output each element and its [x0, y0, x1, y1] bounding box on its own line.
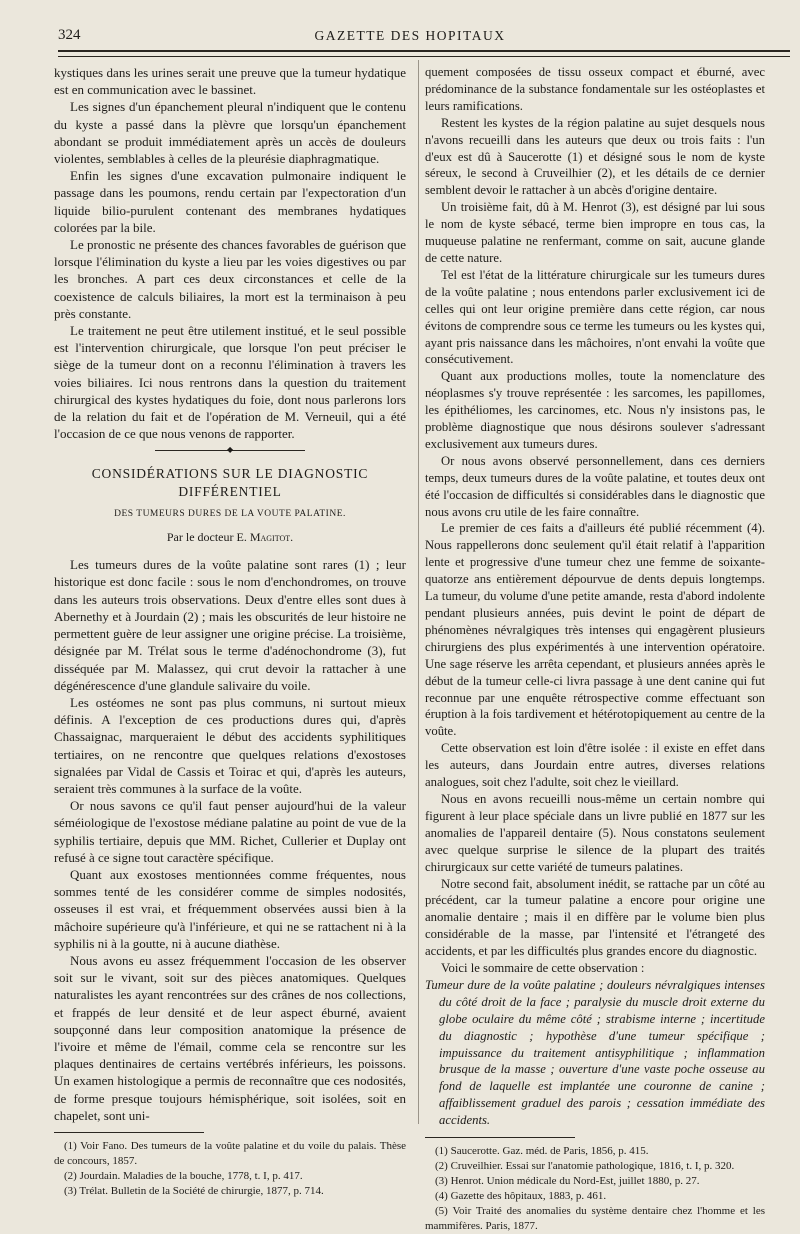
paragraph: Le traitement ne peut être utilement institué, et le seul possible est l'intervention chirurgicale, que lorsque l'on peut préciser le siège de la tumeur dont on a reconnu l'élimination à travers les voies biliaires. Ici nous rentrons dans la question du traitement chirurgical des kystes hydatiques du foie, dont nous parlerons lors de la relation du fait et de l'opération de M. Verneuil, qui a été l'occasion de ce que nous venons de rapporter.: [54, 323, 406, 442]
article-author: [54, 529, 406, 546]
paragraph: Les ostéomes ne sont pas plus communs, ni surtout mieux définis. A l'exception de ces productions dures qui, d'après Chassaignac, marqueraient le début des accidents syphilitiques tertiaires, on ne rencontre que quelques relations d'exostoses signalées par Vidal de Cassis et Toirac et qui, d'après les auteurs, seraient très communes à la surface de la voûte.: [54, 694, 406, 796]
footnote: (4) Gazette des hôpitaux, 1883, p. 461.: [435, 1190, 607, 1203]
paragraph: Le premier de ces faits a d'ailleurs été publié récemment (4). Nous rappellerons donc seulement qu'il était relatif à l'apparition lente et progressive d'une tumeur chez une femme de soixante-quatorze ans entièrement dépourvue de dents depuis longtemps. La tumeur, du volume d'une petite amande, resta d'abord indolente pendant plusieurs années, puis devint le point de départ de phénomènes névralgiques très intenses qui engagèrent plusieurs chirurgiens des plus expérimentés à une intervention opératoire. Une sage réserve les arrêta cependant, et plusieurs années après le début de la tumeur celle-ci livra passage à une dent canine qui fut reconnue par une enquête rétrospective comme effectuant son éruption à la fois tardivement et hétérotopiquement au centre de la voûte.: [425, 521, 765, 739]
footnote-rule: [54, 1132, 204, 1133]
author-prefix: Par le docteur E.: [166, 530, 250, 545]
footnote: (2) Jourdain. Maladies de la bouche, 1778, t. I, p. 417.: [64, 1169, 303, 1182]
header-rule: [58, 50, 790, 52]
left-column: [54, 64, 406, 1199]
header-rule-thin: [58, 56, 790, 57]
page-number: 324: [58, 27, 81, 43]
separator-glyph: ◆: [227, 445, 234, 455]
paragraph: Nous avons eu assez fréquemment l'occasion de les observer soit sur le vivant, soit sur des pièces anatomiques. Quelques naturalistes les ayant rencontrées sur des crânes de nos collections, et frappés de leur densité et de leur aspect éburné, avaient soupçonné dans leur composition anatomique la présence de l'ivoire et même de l'émail, comme cela se rencontre sur les plaques dentinaires de certains vertébrés inférieurs, les poissons. Un examen histologique a permis de reconnaître que ces nodosités, de forme presque toujours hémisphérique, soit isolées, soit en chapelet, sont uni-: [54, 952, 406, 1123]
footnote: (5) Voir Traité des anomalies du système dentaire chez l'homme et les mammifères. Paris, 1877.: [425, 1205, 765, 1233]
right-column: [425, 64, 765, 1234]
paragraph: Les signes d'un épanchement pleural n'indiquent que le contenu du kyste a passé dans la plèvre que lorsqu'un épanchement abondant se produit immédiatement après un accès de douleurs violentes, semblables à celles de la pleurésie diaphragmatique.: [54, 99, 406, 167]
column-divider: [418, 60, 419, 1124]
paragraph: Quant aux productions molles, toute la nomenclature des néoplasmes s'y trouve représentée : les sarcomes, les papillomes, les épithéliomes, les carcinomes, etc. Nous n'y insistons pas, le problème diagnostique que nous désirons soulever s'adressant exclusivement aux tumeurs dures.: [425, 369, 765, 451]
paragraph: Or nous savons ce qu'il faut penser aujourd'hui de la valeur séméiologique de l'exostose médiane palatine au point de vue de la syphilis tertiaire, depuis que MM. Richet, Cullerier et Duplay ont refusé à ce signe tout caractère spécifique.: [54, 798, 406, 865]
page-header: [50, 22, 770, 44]
section-separator: [155, 445, 305, 455]
paragraph: Enfin les signes d'une excavation pulmonaire indiquent le passage dans les poumons, rendu certain par l'expectoration d'un liquide bilio-purulent contenant des membranes hydatiques colorées par la bile.: [54, 168, 406, 235]
observation-summary: [425, 977, 765, 1129]
paragraph: Un troisième fait, dû à M. Henrot (3), est désigné par lui sous le nom de kyste sébacé, terme bien impropre en tous cas, la muqueuse palatine ne renfermant, comme on sait, aucune glande de cette nature.: [425, 200, 765, 265]
paragraph: Notre second fait, absolument inédit, se rattache par un côté au précédent, car la tumeur palatine a encore pour origine une anomalie dentaire ; mais il en diffère par le volume bien plus considérable de la masse, par l'intensité et l'étrangeté des accidents, et par les difficultés plus grandes encore du diagnostic.: [425, 876, 765, 959]
running-title: GAZETTE DES HOPITAUX: [314, 28, 506, 43]
footnote: (3) Henrot. Union médicale du Nord-Est, juillet 1880, p. 27.: [435, 1175, 700, 1188]
author-name: Magitot.: [249, 530, 294, 545]
paragraph: Cette observation est loin d'être isolée : il existe en effet dans les auteurs, dans Jourdain entre autres, diverses relations analogues, soit chez l'adulte, soit chez le vieillard.: [425, 741, 765, 790]
paragraph: Le pronostic ne présente des chances favorables de guérison que lorsque l'élimination du kyste a lieu par les voies digestives ou par les bronches. A part ces deux circonstances et celle de la coexistence de calculs biliaires, la mort est la terminaison à peu près constante.: [54, 237, 406, 321]
paragraph: Voici le sommaire de cette observation :: [441, 961, 645, 976]
paragraph: Quant aux exostoses mentionnées comme fréquentes, nous sommes tenté de les considérer comme de simples nodosités, osseuses il est vrai, et fréquemment observées aussi bien à la mâchoire supérieure qu'à l'inférieure, et qui ne se rattachent ni à la syphilis ni à la goutte, ni à aucune diathèse.: [54, 866, 406, 951]
paragraph: Nous en avons recueilli nous-même un certain nombre qui figurent à leur place spéciale dans un livre publié en 1877 sur les anomalies de l'appareil dentaire (5). Nous constatons seulement avec quelque surprise le silence de la plupart des traités chirurgicaux sur cette variété de tumeurs palatines.: [425, 791, 765, 874]
article-title: CONSIDÉRATIONS SUR LE DIAGNOSTIC DIFFÉRENTIEL: [91, 466, 369, 499]
footnote-rule: [425, 1137, 575, 1138]
paragraph: quement composées de tissu osseux compact et éburné, avec prédominance de la substance fondamentale sur les ostéoplastes et leurs ramifications.: [425, 65, 765, 113]
paragraph: Or nous avons observé personnellement, dans ces derniers temps, deux tumeurs dures de la voûte palatine, et toutes deux ont été l'occasion de difficultés si considérables dans le diagnostic que nous avons cru utile de les faire connaître.: [425, 453, 765, 519]
summary-text: Tumeur dure de la voûte palatine ; douleurs névralgiques intenses du côté droit de la face ; paralysie du muscle droit externe du globe oculaire du même côté ; strabisme interne ; incertitude du diagnostic ; hypothèse d'une tumeur spécifique ; impuissance du traitement antisyphilitique ; inflammation brusque de la masse ; ouverture d'une vaste poche osseuse au fond de laquelle est implantée une couronne de canine ; affaiblissement graduel des parois ; cessation immédiate des accidents.: [425, 977, 765, 1128]
article-subtitle: DES TUMEURS DURES DE LA VOUTE PALATINE.: [114, 508, 346, 519]
paragraph: kystiques dans les urines serait une preuve que la tumeur hydatique est en communication avec le bassinet.: [54, 65, 406, 98]
paragraph: Restent les kystes de la région palatine au sujet desquels nous n'avons recueilli dans les auteurs que deux ou trois faits : l'un d'eux est dû à Saucerotte (1) et désigné sous le nom de kyste séreux, le second à Cruveilhier (2), et les détails de ce dernier semblent devoir le rattacher à un abcès d'origine dentaire.: [425, 115, 765, 198]
footnote: (1) Voir Fano. Des tumeurs de la voûte palatine et du voile du palais. Thèse de concours, 1857.: [54, 1139, 406, 1167]
paragraph: Les tumeurs dures de la voûte palatine sont rares (1) ; leur historique est donc facile : sous le nom d'enchondromes, on trouve dans les auteurs trois observations. Deux d'entre elles sont dues à Abernethy et à Jourdain (2) ; mais les obscurités de leur histoire ne permettent guère de leur assigner une origine précise. La troisième, désignée par M. Trélat sous le terme d'adénochondrome (3), fut disséquée par M. Malassez, qui crut devoir la rattacher à une dégénérescence d'une glandule salivaire du voile.: [54, 557, 406, 693]
footnote: (3) Trélat. Bulletin de la Société de chirurgie, 1877, p. 714.: [64, 1184, 324, 1197]
paragraph: Tel est l'état de la littérature chirurgicale sur les tumeurs dures de la voûte palatine ; nous entendons parler exclusivement ici de celles qui ont leur origine première dans cette région, car nous évitons de comprendre sous ce terme les tumeurs ou les kystes qui, ayant pris naissance dans les mâchoires, n'ont envahi la voûte que consécutivement.: [425, 267, 765, 367]
footnote: (2) Cruveilhier. Essai sur l'anatomie pathologique, 1816, t. I, p. 320.: [435, 1160, 735, 1173]
footnote: (1) Saucerotte. Gaz. méd. de Paris, 1856, p. 415.: [435, 1145, 649, 1158]
